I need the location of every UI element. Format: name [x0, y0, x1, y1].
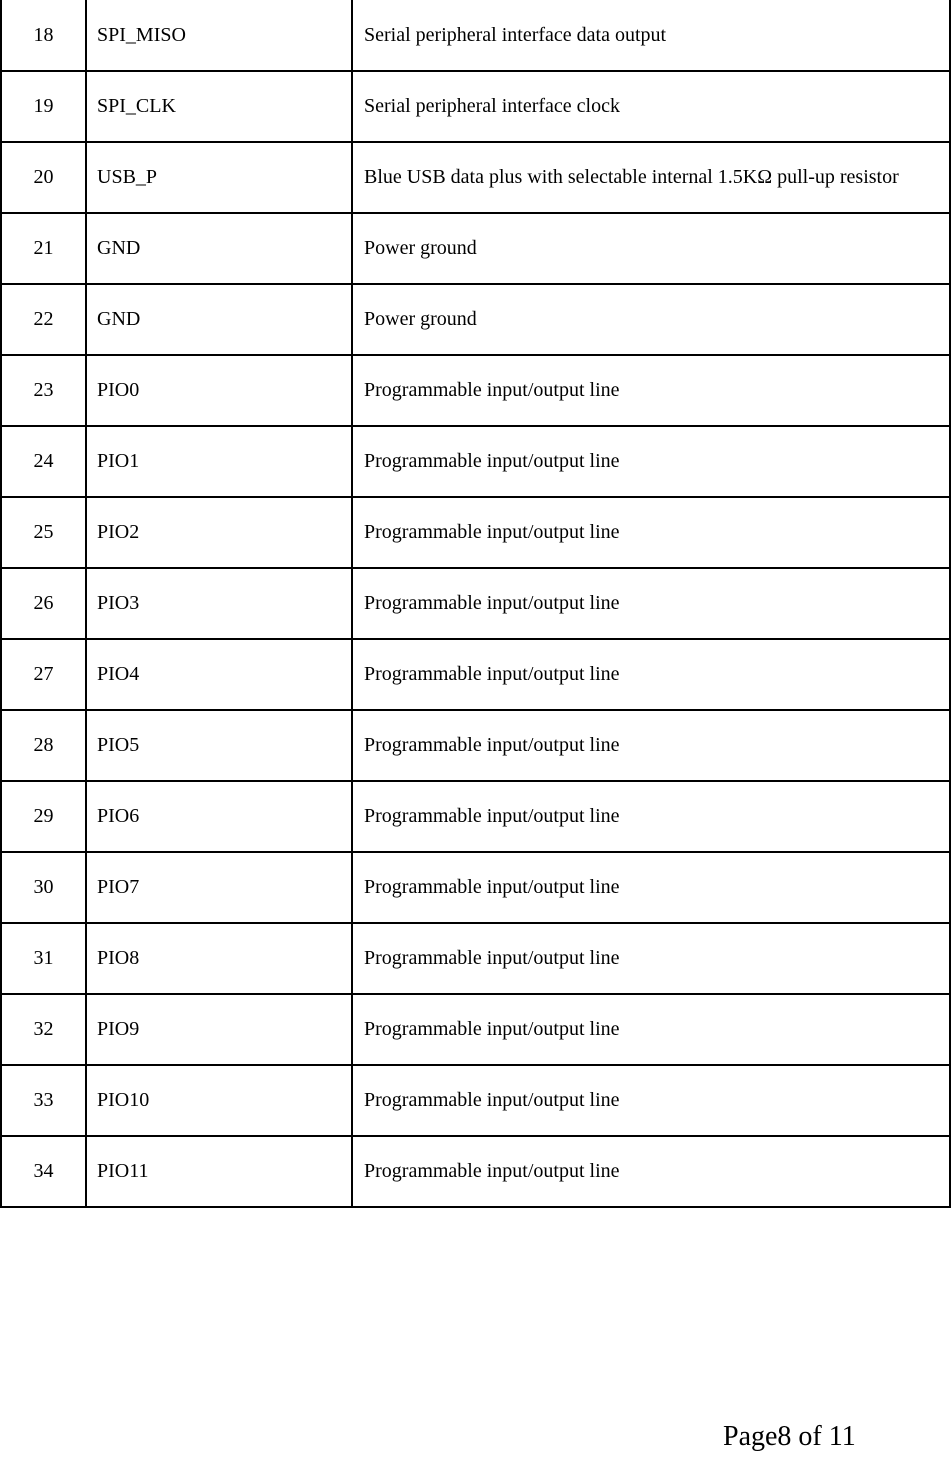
- pin-table-body: [1, 0, 950, 1207]
- pin-number: 25: [1, 497, 86, 568]
- pin-name: PIO0: [86, 355, 352, 426]
- table-row: [1, 142, 950, 213]
- pin-name: PIO5: [86, 710, 352, 781]
- pin-name: SPI_CLK: [86, 71, 352, 142]
- pin-number: 26: [1, 568, 86, 639]
- table-row: [1, 568, 950, 639]
- pin-name: PIO9: [86, 994, 352, 1065]
- pin-number: 24: [1, 426, 86, 497]
- pin-name: PIO4: [86, 639, 352, 710]
- page-number: Page8 of 11: [723, 1421, 856, 1452]
- table-row: [1, 355, 950, 426]
- pin-name: GND: [86, 284, 352, 355]
- pin-description: Programmable input/output line: [352, 1136, 950, 1207]
- pin-description: Programmable input/output line: [352, 568, 950, 639]
- pin-description: Blue USB data plus with selectable internal 1.5KΩ pull-up resistor: [352, 142, 950, 213]
- pin-description: Programmable input/output line: [352, 781, 950, 852]
- table-row: [1, 994, 950, 1065]
- pin-name: PIO8: [86, 923, 352, 994]
- table-row: [1, 852, 950, 923]
- pin-number: 22: [1, 284, 86, 355]
- pin-number: 33: [1, 1065, 86, 1136]
- pin-name: USB_P: [86, 142, 352, 213]
- pin-number: 20: [1, 142, 86, 213]
- pin-name: PIO6: [86, 781, 352, 852]
- pin-number: 21: [1, 213, 86, 284]
- pin-description: Serial peripheral interface clock: [352, 71, 950, 142]
- pin-number: 29: [1, 781, 86, 852]
- table-row: [1, 284, 950, 355]
- pin-number: 30: [1, 852, 86, 923]
- pin-description: Programmable input/output line: [352, 923, 950, 994]
- table-row: [1, 781, 950, 852]
- pin-number: 31: [1, 923, 86, 994]
- pin-name: GND: [86, 213, 352, 284]
- pin-number: 18: [1, 0, 86, 71]
- pin-description: Programmable input/output line: [352, 1065, 950, 1136]
- pin-description: Programmable input/output line: [352, 639, 950, 710]
- pin-name: PIO3: [86, 568, 352, 639]
- pin-name: PIO7: [86, 852, 352, 923]
- pin-description: Programmable input/output line: [352, 355, 950, 426]
- table-row: [1, 0, 950, 71]
- pin-name: PIO2: [86, 497, 352, 568]
- table-row: [1, 497, 950, 568]
- pin-description: Programmable input/output line: [352, 426, 950, 497]
- pin-description: Serial peripheral interface data output: [352, 0, 950, 71]
- table-row: [1, 1065, 950, 1136]
- table-row: [1, 213, 950, 284]
- pin-number: 23: [1, 355, 86, 426]
- pin-description: Programmable input/output line: [352, 710, 950, 781]
- pin-name: PIO10: [86, 1065, 352, 1136]
- pin-description: Power ground: [352, 213, 950, 284]
- pin-name: SPI_MISO: [86, 0, 352, 71]
- pin-name: PIO11: [86, 1136, 352, 1207]
- pin-number: 19: [1, 71, 86, 142]
- table-row: [1, 71, 950, 142]
- pin-number: 27: [1, 639, 86, 710]
- pin-number: 32: [1, 994, 86, 1065]
- pin-description: Power ground: [352, 284, 950, 355]
- pin-description: Programmable input/output line: [352, 852, 950, 923]
- table-row: [1, 1136, 950, 1207]
- pin-description: Programmable input/output line: [352, 994, 950, 1065]
- pin-description: Programmable input/output line: [352, 497, 950, 568]
- table-row: [1, 710, 950, 781]
- table-row: [1, 923, 950, 994]
- table-row: [1, 426, 950, 497]
- table-row: [1, 639, 950, 710]
- pin-number: 28: [1, 710, 86, 781]
- pin-name: PIO1: [86, 426, 352, 497]
- pin-number: 34: [1, 1136, 86, 1207]
